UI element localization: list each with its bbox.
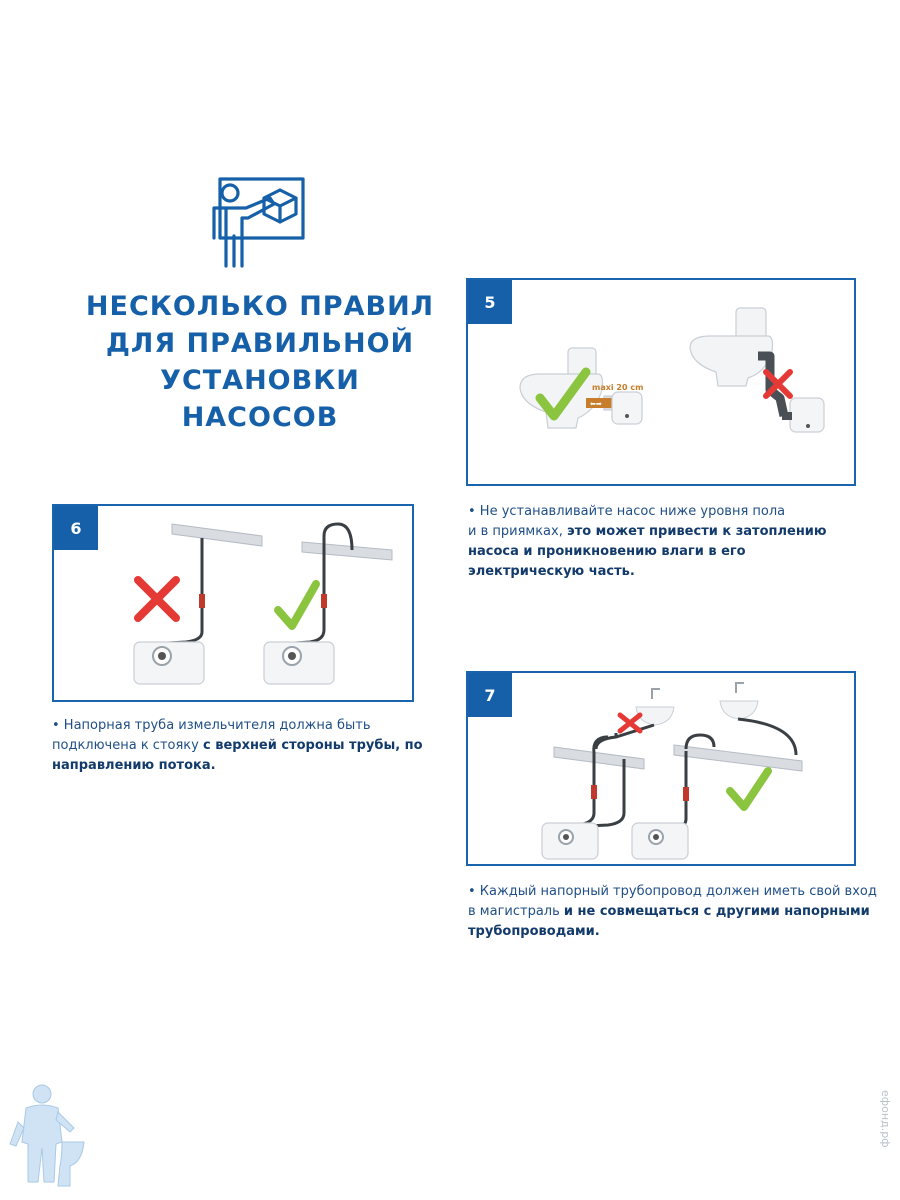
rule-panel-5 <box>466 278 856 486</box>
rule-note-5 <box>468 502 858 582</box>
teacher-board-icon <box>208 176 306 268</box>
cross-icon <box>138 580 176 618</box>
separate-inlets-illustration <box>468 673 854 864</box>
page-title <box>60 288 460 436</box>
note-text: • Напорная труба измельчителя должна быть подключена к стояку <box>52 718 371 753</box>
toilet-pump-illustration <box>468 280 854 484</box>
note-emphasis: с верхней стороны трубы, по направлению потока. <box>52 738 423 773</box>
title-line: УСТАНОВКИ <box>160 365 360 396</box>
note-emphasis: это может привести к затоплению насоса и проникновению влаги в его электрическую часть. <box>468 524 827 579</box>
title-line: ДЛЯ ПРАВИЛЬНОЙ <box>105 328 415 359</box>
rule-note-7 <box>468 882 888 942</box>
rule-panel-6 <box>52 504 414 702</box>
riser-connection-illustration <box>54 506 412 700</box>
max-distance-label: maxi 20 cm <box>592 383 644 392</box>
watermark: ефонд.рф <box>879 1090 892 1148</box>
note-text: • Не устанавливайте насос ниже уровня пола <box>468 504 786 519</box>
rule-number-badge: 7 <box>468 673 512 717</box>
rule-number-badge: 5 <box>468 280 512 324</box>
cross-icon <box>620 715 640 731</box>
svg-text:⬅➡: ⬅➡ <box>590 400 602 408</box>
checkmark-icon <box>730 771 768 807</box>
rule-panel-7 <box>466 671 856 866</box>
rule-number-badge: 6 <box>54 506 98 550</box>
note-text: • Каждый напорный трубопровод должен иметь свой вход в магистраль <box>468 884 877 919</box>
rule-note-6 <box>52 716 432 776</box>
note-emphasis: и не совмещаться с другими напорными трубопроводами. <box>468 904 870 939</box>
plumber-mascot-icon <box>8 1082 86 1192</box>
title-line: НАСОСОВ <box>181 402 339 433</box>
title-line: НЕСКОЛЬКО ПРАВИЛ <box>85 291 435 322</box>
note-text: и в приямках, <box>468 524 567 539</box>
checkmark-icon <box>278 584 316 626</box>
